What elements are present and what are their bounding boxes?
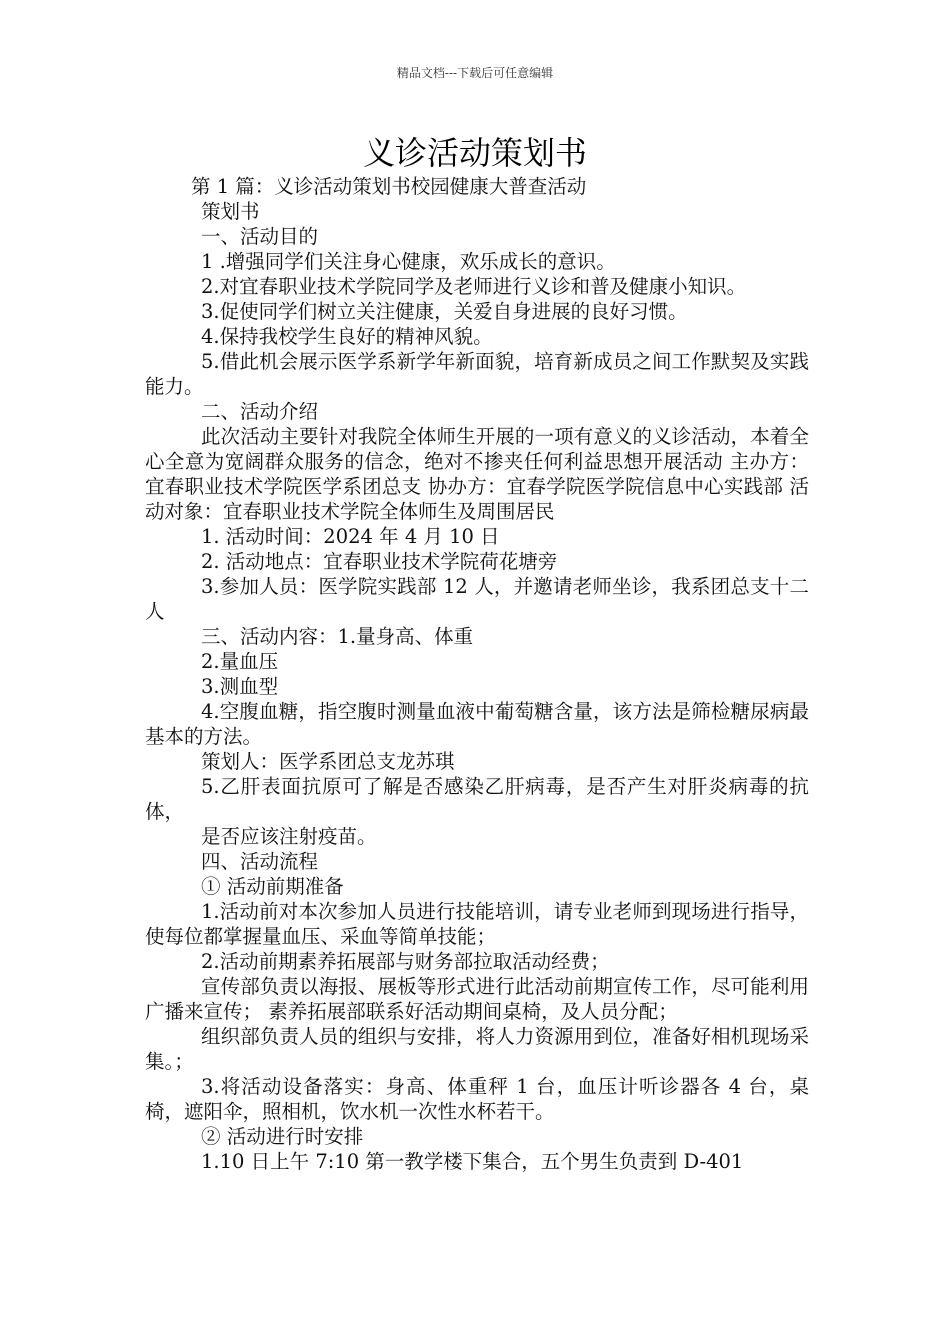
subsection-heading: ② 活动进行时安排 [201,1125,364,1148]
paragraph: 1. 活动时间：2024 年 4 月 10 日 [201,525,500,548]
paragraph: 3.测血型 [201,675,279,698]
document-title: 义诊活动策划书 [362,134,587,172]
paragraph: 策划人：医学系团总支龙苏琪 [201,750,455,773]
section-heading: 四、活动流程 [201,850,319,873]
paragraph: 1 .增强同学们关注身心健康，欢乐成长的意识。 [201,250,616,273]
paragraph: 此次活动主要针对我院全体师生开展的一项有意义的义诊活动，本着全心全意为宽阔群众服务的信念，绝对不掺夹任何利益思想开展活动 主办方：宜春职业技术学院医学系团总支 协办方：宜春学院医学院信息中心实践部 活动对象：宜春职业技术学院全体师生及周围居民 [145,425,809,523]
paragraph: 3.参加人员：医学院实践部 12 人，并邀请老师坐诊，我系团总支十二人 [145,575,809,623]
section-heading: 三、活动内容：1.量身高、体重 [201,625,474,648]
paragraph: 1.10 日上午 7:10 第一教学楼下集合，五个男生负责到 D-401 [201,1150,744,1173]
chapter-heading: 第 1 篇：义诊活动策划书校园健康大普查活动 [191,175,587,198]
header-note: 精品文档---下载后可任意编辑 [396,66,554,80]
paragraph: 5.乙肝表面抗原可了解是否感染乙肝病毒，是否产生对肝炎病毒的抗体， [145,775,809,823]
paragraph: 2.对宜春职业技术学院同学及老师进行义诊和普及健康小知识。 [201,275,747,298]
paragraph: 3.将活动设备落实：身高、体重秤 1 台，血压计听诊器各 4 台，桌椅，遮阳伞，照相机，饮水机一次性水杯若干。 [145,1075,809,1123]
paragraph: 宣传部负责以海报、展板等形式进行此活动前期宣传工作，尽可能利用广播来宣传； 素养拓展部联系好活动期间桌椅，及人员分配； [145,975,809,1023]
document-body [145,174,809,1174]
paragraph: 4.空腹血糖，指空腹时测量血液中葡萄糖含量，该方法是筛检糖尿病最基本的方法。 [145,700,809,748]
paragraph: 2.量血压 [201,650,279,673]
paragraph: 4.保持我校学生良好的精神风貌。 [201,325,493,348]
paragraph: 组织部负责人员的组织与安排，将人力资源用到位，准备好相机现场采集。； [145,1025,809,1073]
paragraph: 2.活动前期素养拓展部与财务部拉取活动经费； [201,950,610,973]
subsection-heading: ① 活动前期准备 [201,875,344,898]
section-heading: 一、活动目的 [201,225,319,248]
paragraph: 策划书 [201,200,260,223]
paragraph: 2. 活动地点：宜春职业技术学院荷花塘旁 [201,550,558,573]
paragraph: 1.活动前对本次参加人员进行技能培训，请专业老师到现场进行指导，使每位都掌握量血压、采血等简单技能； [145,900,809,948]
paragraph: 5.借此机会展示医学系新学年新面貌，培育新成员之间工作默契及实践能力。 [145,350,809,398]
paragraph: 是否应该注射疫苗。 [201,825,377,848]
section-heading: 二、活动介绍 [201,400,319,423]
paragraph: 3.促使同学们树立关注健康，关爱自身进展的良好习惯。 [201,300,688,323]
